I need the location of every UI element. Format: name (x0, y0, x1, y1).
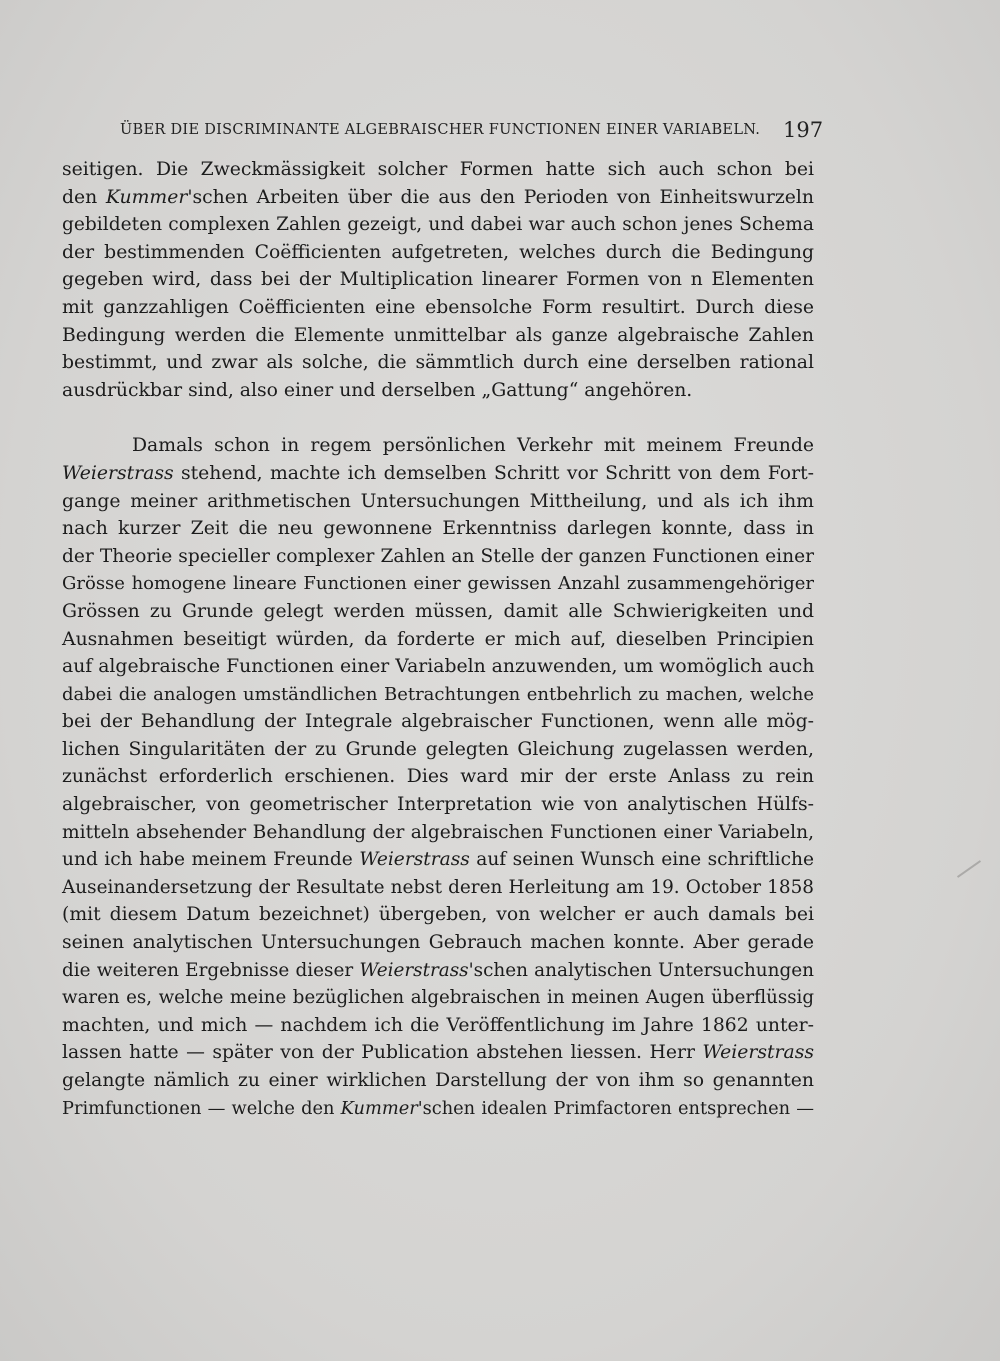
running-head: ÜBER DIE DISCRIMINANTE ALGEBRAISCHER FUNCTIONEN EINER VARIABELN. (120, 122, 761, 138)
text-line: (mit diesem Datum bezeichnet) übergeben, von welcher er auch damals bei (62, 904, 814, 926)
page-header (120, 118, 824, 148)
text-line: gelangte nämlich zu einer wirklichen Darstellung der von ihm so genannten (62, 1070, 814, 1091)
text-line: gegeben wird, dass bei der Multiplication linearer Formen von n Elementen (62, 269, 814, 291)
text-line: der bestimmenden Coëfficienten aufgetreten, welches durch die Bedingung (62, 241, 814, 263)
paragraph-2 (62, 432, 814, 1122)
text-line: Damals schon in regem persönlichen Verkehr mit meinem Freunde (132, 435, 814, 457)
text-line: der Theorie specieller complexer Zahlen an Stelle der ganzen Functionen einer (62, 545, 814, 567)
text-line: mit ganzzahligen Coëfficienten eine ebensolche Form resultirt. Durch diese (62, 296, 814, 318)
text-line: lassen hatte — später von der Publication abstehen liessen. Herr Weierstrass (62, 1042, 814, 1064)
paragraph-spacer (62, 404, 814, 432)
text-line: nach kurzer Zeit die neu gewonnene Erkenntniss darlegen konnte, dass in (62, 518, 814, 540)
text-line: seitigen. Die Zweckmässigkeit solcher Formen hatte sich auch schon bei (62, 159, 814, 180)
text-line: algebraischer, von geometrischer Interpretation wie von analytischen Hülfs- (62, 794, 814, 816)
text-line: seinen analytischen Untersuchungen Gebrauch machen konnte. Aber gerade (62, 932, 814, 954)
person-name: Weierstrass (62, 462, 174, 484)
person-name: Weierstrass (359, 959, 469, 981)
text-line: mitteln absehender Behandlung der algebraischen Functionen einer Variabeln, (62, 821, 814, 843)
text-line: Bedingung werden die Elemente unmittelbar als ganze algebraische Zahlen (62, 324, 814, 346)
text-line: und ich habe meinem Freunde Weierstrass auf seinen Wunsch eine schriftliche (62, 849, 814, 871)
text-line: lichen Singularitäten der zu Grunde gelegten Gleichung zugelassen werden, (62, 738, 814, 760)
page-number: 197 (783, 118, 824, 142)
text-line: Grösse homogene lineare Functionen einer gewissen Anzahl zusammengehöriger (62, 573, 814, 595)
text-line: ausdrückbar sind, also einer und derselben „Gattung“ angehören. (62, 379, 693, 401)
body-text (62, 156, 814, 1122)
text-line: waren es, welche meine bezüglichen algebraischen in meinen Augen überflüssig (62, 987, 814, 1009)
text-line: gange meiner arithmetischen Untersuchungen Mittheilung, und als ich ihm (62, 490, 814, 512)
paragraph-1 (62, 156, 814, 404)
text-line: bestimmt, und zwar als solche, die sämmtlich durch eine derselben rational (62, 352, 814, 374)
text-line: die weiteren Ergebnisse dieser Weierstrass'schen analytischen Untersuchungen (62, 959, 814, 981)
text-line: Ausnahmen beseitigt würden, da forderte er mich auf, dieselben Principien (62, 628, 814, 650)
text-line: auf algebraische Functionen einer Variabeln anzuwenden, um womöglich auch (62, 656, 815, 678)
text-line: Weierstrass stehend, machte ich demselben Schritt vor Schritt von dem Fort- (62, 462, 814, 484)
person-name: Kummer (340, 1097, 418, 1119)
person-name: Weierstrass (359, 849, 470, 871)
text-line: den Kummer'schen Arbeiten über die aus den Perioden von Einheitswurzeln (62, 186, 814, 208)
scan-artifact-mark (957, 860, 981, 878)
text-line: bei der Behandlung der Integrale algebraischer Functionen, wenn alle mög- (62, 711, 814, 733)
text-line: Grössen zu Grunde gelegt werden müssen, damit alle Schwierigkeiten und (62, 600, 814, 622)
text-line: zunächst erforderlich erschienen. Dies ward mir der erste Anlass zu rein (62, 766, 814, 788)
text-line: dabei die analogen umständlichen Betrachtungen entbehrlich zu machen, welche (62, 683, 814, 705)
text-line: gebildeten complexen Zahlen gezeigt, und dabei war auch schon jenes Schema (62, 214, 814, 236)
text-line: Auseinandersetzung der Resultate nebst deren Herleitung am 19. October 1858 (62, 876, 814, 898)
person-name: Weierstrass (702, 1042, 814, 1064)
person-name: Kummer (105, 186, 188, 208)
text-line: machten, und mich — nachdem ich die Veröffentlichung im Jahre 1862 unter- (62, 1014, 814, 1036)
text-line: Primfunctionen — welche den Kummer'schen idealen Primfactoren entsprechen — (62, 1097, 815, 1119)
